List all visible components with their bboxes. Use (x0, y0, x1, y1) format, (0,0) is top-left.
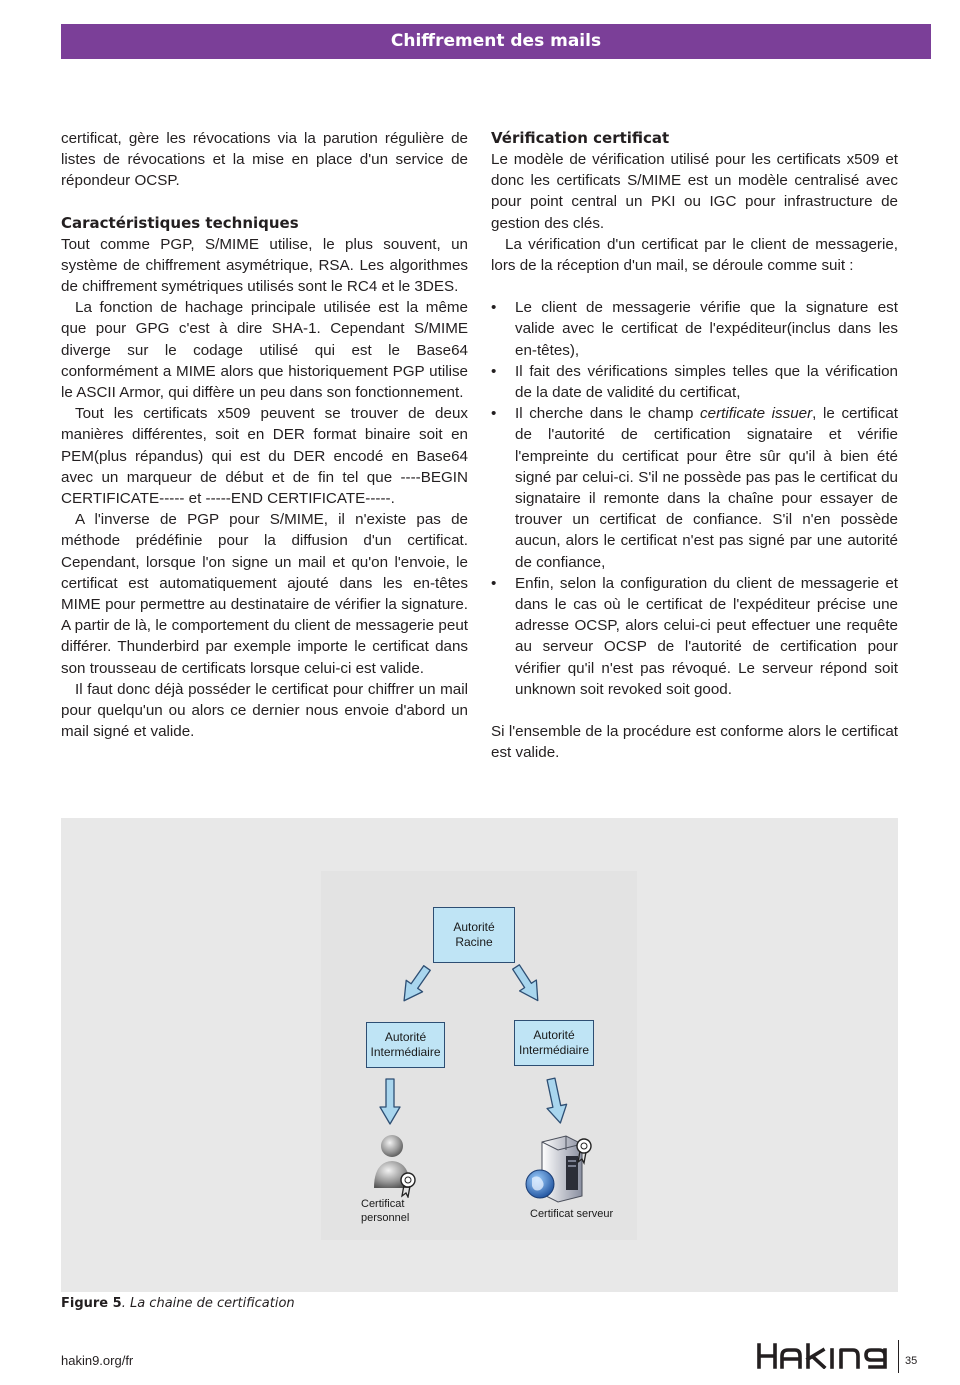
list-item-text: Le client de messagerie vérifie que la signature est valide avec le certificat de l'expéditeur(inclus dans les en-têtes), (515, 299, 898, 359)
node-label: Autorité (453, 920, 495, 934)
verification-heading: Vérification certificat (491, 129, 670, 147)
intermediate-authority-left-box (366, 1022, 445, 1068)
bullet: • (491, 299, 497, 317)
caption-text: . La chaine de certification (121, 1296, 295, 1311)
left-paragraph-4: A l'inverse de PGP pour S/MIME, il n'existe pas de méthode prédéfinie pour la diffusion d'un certificat. Cependant, lorsque l'on signe un mail et qu'on l'envoie, le certificat est automatiquement ajouté dans les en-têtes MIME pour permettre au destinataire de vérifier la signature. A partir de là, le comportement du client de messagerie peut différer. Thunderbird par exemple importe le certificat dans son trousseau de certificats lorsque celui-ci est valide. (61, 511, 468, 677)
arrow-right-down (541, 1077, 570, 1125)
technical-heading: Caractéristiques techniques (61, 213, 299, 232)
figure-caption (61, 1296, 295, 1311)
bullet: • (491, 405, 497, 423)
bullet: • (491, 574, 497, 592)
node-label: Autorité (533, 1028, 575, 1042)
node-label: Intermédiaire (518, 1043, 590, 1057)
section-title: Chiffrement des mails (390, 31, 602, 51)
bullet: • (491, 362, 497, 380)
right-paragraph-1: Le modèle de vérification utilisé pour les certificats x509 et donc les certificats S/MIME est un modèle centralisé avec pour point central un PKI ou IGC pour infrastructure de gestion des clés. (491, 151, 898, 232)
personal-certificate-label (361, 1197, 409, 1225)
left-intro-paragraph: certificat, gère les révocations via la parution régulière de listes de révocations et la mise en place d'un service de répondeur OCSP. (61, 130, 468, 190)
node-label: Autorité (384, 1030, 427, 1044)
server-certificate-label: Certificat serveur (530, 1208, 614, 1220)
page-number: 35 (905, 1355, 918, 1367)
node-label: Intermédiaire (370, 1045, 441, 1059)
left-paragraph-2: La fonction de hachage principale utilisée est la même que pour GPG c'est à dire SHA-1. Cependant S/MIME diverge sur le codage utilisé qui est le Base64 conformément a MIME alors que historiquement PGP utilise le ASCII Armor, qui diffère un peu dans son fonctionnement. (61, 299, 468, 402)
user-icon (370, 1130, 422, 1198)
root-authority-box (433, 907, 515, 963)
list-item-text: Il cherche dans le champ (515, 405, 701, 423)
list-item-text: Il fait des vérifications simples telles que la vérification de la date de validité du certificat, (515, 362, 898, 402)
arrow-left-down (380, 1079, 400, 1124)
right-paragraph-3: Si l'ensemble de la procédure est conforme alors le certificat est valide. (491, 723, 898, 762)
footer-url: hakin9.org/fr (61, 1353, 134, 1368)
list-item-text: , le certificat de l'autorité de certification signataire et vérifie l'empreinte du certificat pour être sûr qu'il à bien été signé par celui-ci. S'il ne possède pas pas le certificat du signataire il remonte dans la chaîne pour essayer de trouver un certificat de confiance. S'il n'en possède aucun, alors le certificat n'est pas signé par une autorité de confiance, (515, 405, 898, 571)
server-icon (524, 1132, 600, 1206)
intermediate-authority-right-box (514, 1020, 594, 1066)
label-line: Certificat (361, 1198, 405, 1210)
left-paragraph-5: Il faut donc déjà posséder le certificat pour chiffrer un mail pour quelqu'un ou alors ce dernier nous envoie d'abord un mail signé et valide. (61, 680, 468, 741)
list-item-text: Enfin, selon la configuration du client de messagerie et dans le cas où le certificat de l'expéditeur précise une adresse OCSP, alors celui-ci peut effectuer une requête au serveur OCSP de l'autorité de certification pour vérifier qu'il n'est pas révoqué. Le serveur répond soit unknown soit revoked soit good. (515, 574, 898, 698)
caption-figure-number: Figure 5 (61, 1296, 122, 1311)
list-item-emphasis: certificate issuer (700, 405, 813, 423)
arrow-root-right (508, 962, 547, 1006)
hakin9-logo (757, 1343, 891, 1369)
footer-separator (898, 1340, 899, 1373)
arrow-root-left (396, 962, 435, 1006)
left-paragraph-1: Tout comme PGP, S/MIME utilise, le plus souvent, un système de chiffrement asymétrique, RSA. Les algorithmes de chiffrement symétriques utilisés sont le RC4 et le 3DES. (61, 235, 468, 296)
left-paragraph-3: Tout les certificats x509 peuvent se trouver de deux manières différentes, soit en DER format binaire soit en PEM(plus répandus) qui est du DER encodé en Base64 avec un marqueur de début et de fin tel que ----BEGIN CERTIFICATE----- et -----END CERTIFICATE-----. (61, 405, 468, 508)
node-label: Racine (455, 935, 493, 949)
right-paragraph-2: La vérification d'un certificat par le client de messagerie, lors de la réception d'un mail, se déroule comme suit : (491, 235, 898, 275)
label-line: personnel (361, 1212, 410, 1224)
